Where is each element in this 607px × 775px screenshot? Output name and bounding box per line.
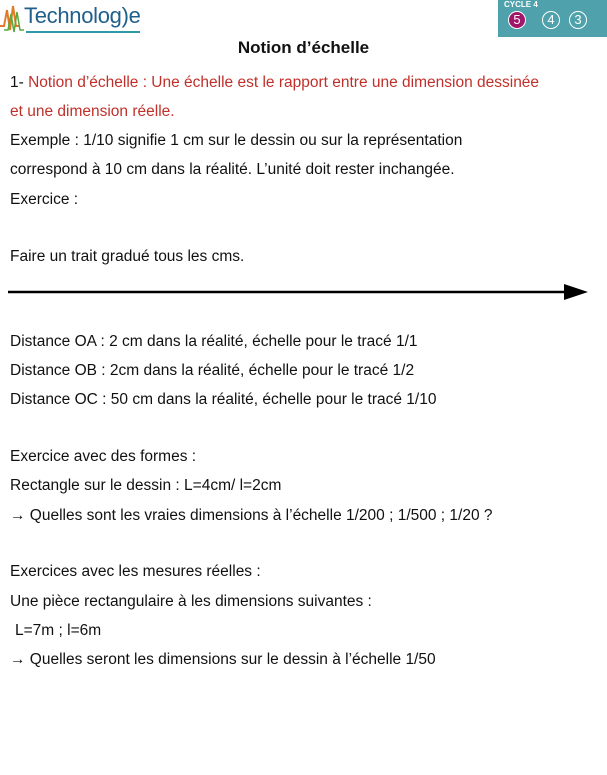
distance-oa: Distance OA : 2 cm dans la réalité, échelle pour le tracé 1/1 bbox=[10, 333, 418, 350]
cycle-level-5-badge: 5 bbox=[508, 11, 526, 29]
real-measures-question: → Quelles seront les dimensions sur le dessin à l’échelle 1/50 bbox=[10, 651, 436, 668]
real-measures-heading: Exercices avec les mesures réelles : bbox=[10, 563, 261, 580]
graduated-line-arrow bbox=[8, 284, 590, 302]
real-measures-dimensions: L=7m ; l=6m bbox=[15, 622, 102, 639]
shapes-exercise-rectangle: Rectangle sur le dessin : L=4cm/ l=2cm bbox=[10, 477, 282, 494]
page-title: Notion d’échelle bbox=[237, 38, 370, 57]
shapes-exercise-question: → Quelles sont les vraies dimensions à l’échelle 1/200 ; 1/500 ; 1/20 ? bbox=[10, 507, 493, 524]
definition-prefix: 1- bbox=[10, 74, 29, 91]
logo-text: Technolog)e bbox=[24, 3, 141, 28]
shapes-exercise-heading: Exercice avec des formes : bbox=[10, 448, 197, 465]
cycle-banner bbox=[498, 0, 607, 37]
real-measures-piece: Une pièce rectangulaire à les dimensions suivantes : bbox=[10, 593, 372, 610]
cycle-level-3-badge: 3 bbox=[569, 11, 587, 29]
definition-line-2: et une dimension réelle. bbox=[10, 103, 175, 120]
definition-text-1: Notion d’échelle : Une échelle est le rapport entre une dimension dessinée bbox=[28, 74, 540, 91]
technologie-logo bbox=[0, 0, 150, 36]
example-line-2: correspond à 10 cm dans la réalité. L’unité doit rester inchangée. bbox=[10, 161, 455, 178]
logo-underline bbox=[26, 31, 140, 33]
cycle-label: CYCLE 4 bbox=[504, 0, 538, 9]
distance-oc: Distance OC : 50 cm dans la réalité, échelle pour le tracé 1/10 bbox=[10, 391, 437, 408]
definition-line-1 bbox=[10, 74, 539, 92]
distance-ob: Distance OB : 2cm dans la réalité, échelle pour le tracé 1/2 bbox=[10, 362, 415, 379]
instruction-text: Faire un trait gradué tous les cms. bbox=[10, 248, 245, 265]
example-line-1: Exemple : 1/10 signifie 1 cm sur le dessin ou sur la représentation bbox=[10, 132, 463, 149]
cycle-level-4-badge: 4 bbox=[542, 11, 560, 29]
exercise-label: Exercice : bbox=[10, 191, 79, 208]
